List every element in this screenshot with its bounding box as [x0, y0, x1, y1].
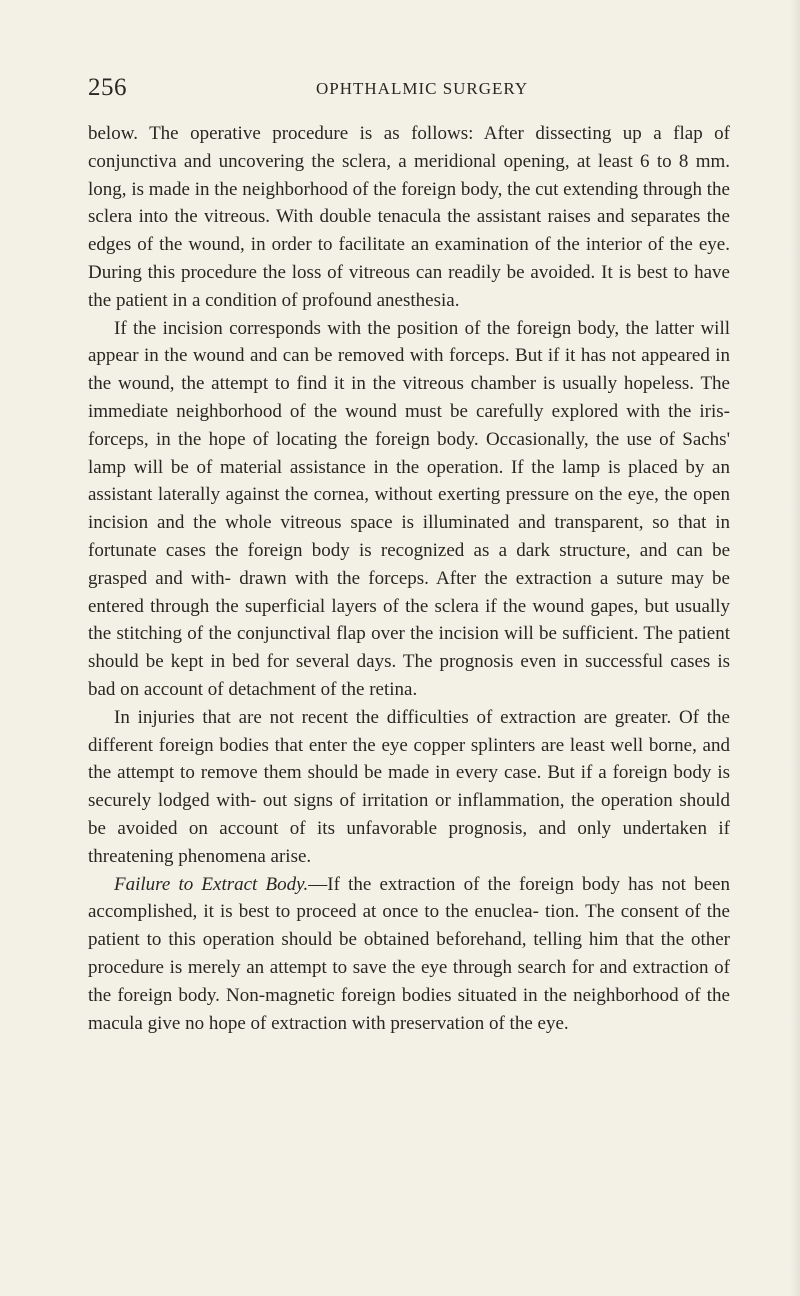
running-head: OPHTHALMIC SURGERY	[316, 79, 529, 98]
section-run-in-heading: Failure to Extract Body.	[114, 873, 309, 895]
paragraph-operative-procedure	[88, 120, 730, 315]
paragraph-text: If the incision corresponds with the position of the foreign body, the latter will appear in the wound and can be removed with forceps. But if it has not appeared in the wound, the attempt to find it in the vitreous chamber is usually hopeless. The immediate neighborhood of the wound must be carefully explored with the iris-forceps, in the hope of locating the foreign body. Occasionally, the use of Sachs' lamp will be of material assistance in the operation. If the lamp is placed by an assistant laterally against the cornea, without exerting pressure on the eye, the open incision and the whole vitreous space is illuminated and transparent, so that in fortunate cases the foreign body is recognized as a dark structure, and can be grasped and with- drawn with the forceps. After the extraction a suture may be entered through the superficial layers of the sclera if the wound gapes, but usually the stitching of the conjunctival flap over the incision will be sufficient. The patient should be kept in bed for several days. The prognosis even in successful cases is bad on account of detachment of the retina.	[88, 317, 730, 700]
paragraph-text: —If the extraction of the foreign body has not been accomplished, it is best to proceed at once to the enuclea- tion. The consent of the patient to this operation should be obtained beforehand, telling him that the other procedure is merely an attempt to save the eye through search for and extraction of the foreign body. Non-magnetic foreign bodies situated in the neighborhood of the macula give no hope of extraction with preservation of the eye.	[88, 873, 730, 1034]
paragraph-incision	[88, 315, 730, 704]
page-number: 256	[88, 74, 127, 101]
body-text	[88, 120, 730, 1037]
page-edge-shadow	[790, 0, 800, 1296]
paragraph-text: below. The operative procedure is as follows: After dissecting up a flap of conjunctiva and uncovering the sclera, a meridional opening, at least 6 to 8 mm. long, is made in the neighborhood of the foreign body, the cut extending through the sclera into the vitreous. With double tenacula the assistant raises and separates the edges of the wound, in order to facilitate an examination of the interior of the eye. During this procedure the loss of vitreous can readily be avoided. It is best to have the patient in a condition of profound anesthesia.	[88, 123, 730, 311]
page-header	[88, 74, 728, 106]
paragraph-failure-to-extract	[88, 871, 730, 1038]
paragraph-text: In injuries that are not recent the difficulties of extraction are greater. Of the different foreign bodies that enter the eye copper splinters are least well borne, and the attempt to remove them should be made in every case. But if a foreign body is securely lodged with- out signs of irritation or inflammation, the operation should be avoided on account of its unfavorable prognosis, and only undertaken if threatening phenomena arise.	[88, 706, 730, 867]
paragraph-injuries	[88, 704, 730, 871]
